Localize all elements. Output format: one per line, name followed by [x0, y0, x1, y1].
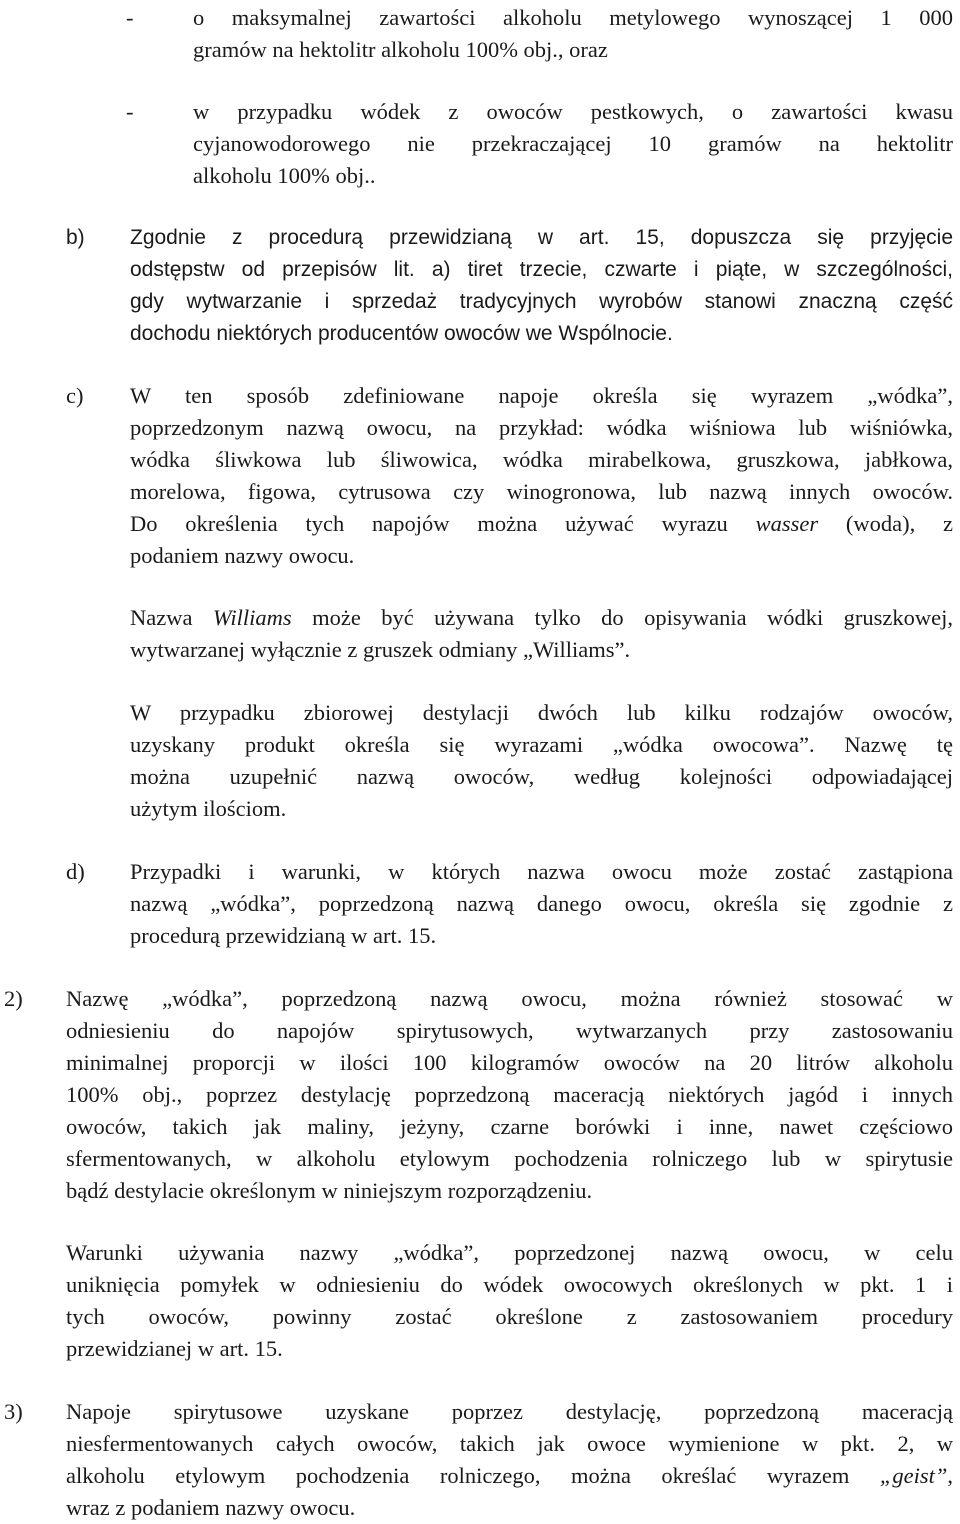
text-span: alkoholu etylowym pochodzenia rolniczego, można określać wyrazem	[66, 1463, 850, 1488]
text-line: wraz z podaniem nazwy owocu.	[66, 1495, 356, 1520]
dash-marker: -	[126, 99, 134, 124]
dash-marker: -	[126, 5, 134, 30]
text-line: nazwą „wódka”, poprzedzoną nazwą danego owocu, określa się zgodnie z	[130, 891, 953, 916]
text-line: w przypadku wódek z owoców pestkowych, o zawartości kwasu	[193, 99, 953, 124]
text-span: Do określenia tych napojów można używać wyrazu	[130, 511, 728, 536]
item-marker: b)	[66, 226, 85, 249]
text-line-williams	[130, 602, 953, 634]
text-line: uzyskany produkt określa się wyrazami „wódka owocowa”. Nazwę tę	[130, 732, 953, 757]
text-line: morelowa, figowa, cytrusowa czy winogronowa, lub nazwą innych owoców.	[130, 479, 953, 504]
text-line-geist	[66, 1460, 953, 1492]
text-span: może być używana tylko do opisywania wódki gruszkowej,	[312, 605, 953, 630]
text-line: gdy wytwarzanie i sprzedaż tradycyjnych wyrobów stanowi znaczną część	[130, 290, 953, 313]
text-span: Nazwa	[130, 605, 193, 630]
text-line: gramów na hektolitr alkoholu 100% obj., oraz	[193, 37, 608, 62]
item-marker: d)	[66, 859, 85, 884]
text-span: ,	[947, 1463, 953, 1488]
text-line: wódka śliwkowa lub śliwowica, wódka mirabelkowa, gruszkowa, jabłkowa,	[130, 447, 953, 472]
italic-term: wasser	[755, 511, 819, 536]
text-line: alkoholu 100% obj..	[193, 163, 376, 188]
text-line: podaniem nazwy owocu.	[130, 543, 355, 568]
italic-term: „geist”	[879, 1463, 948, 1488]
text-line: procedurą przewidzianą w art. 15.	[130, 923, 437, 948]
item-marker: 3)	[4, 1399, 23, 1424]
text-line: o maksymalnej zawartości alkoholu metylowego wynoszącej 1 000	[193, 5, 953, 30]
text-line: dochodu niektórych producentów owoców we Wspólnocie.	[130, 322, 673, 345]
text-span: (woda), z	[845, 511, 953, 536]
text-line: Napoje spirytusowe uzyskane poprzez destylację, poprzedzoną maceracją	[66, 1399, 953, 1424]
text-line: odniesieniu do napojów spirytusowych, wytwarzanych przy zastosowaniu	[66, 1018, 953, 1043]
text-line: odstępstw od przepisów lit. a) tiret trzecie, czwarte i piąte, w szczególności,	[130, 258, 953, 281]
text-line: tych owoców, powinny zostać określone z zastosowaniem procedury	[66, 1304, 953, 1329]
text-line: uniknięcia pomyłek w odniesieniu do wódek owocowych określonych w pkt. 1 i	[66, 1272, 953, 1297]
text-line: minimalnej proporcji w ilości 100 kilogramów owoców na 20 litrów alkoholu	[66, 1050, 953, 1075]
text-line: W ten sposób zdefiniowane napoje określa się wyrazem „wódka”,	[130, 383, 953, 408]
text-line: bądź destylacie określonym w niniejszym rozporządzeniu.	[66, 1178, 593, 1203]
text-line-wasser	[130, 508, 953, 540]
text-line: Nazwę „wódka”, poprzedzoną nazwą owocu, można również stosować w	[66, 986, 953, 1011]
text-line: użytym ilościom.	[130, 796, 287, 821]
text-line: owoców, takich jak maliny, jeżyny, czarne borówki i inne, nawet częściowo	[66, 1114, 953, 1139]
text-line: 100% obj., poprzez destylację poprzedzoną maceracją niektórych jagód i innych	[66, 1082, 953, 1107]
text-line: Przypadki i warunki, w których nazwa owocu może zostać zastąpiona	[130, 859, 953, 884]
item-marker: c)	[66, 383, 84, 408]
item-marker: 2)	[4, 986, 23, 1011]
text-line: przewidzianej w art. 15.	[66, 1336, 283, 1361]
text-line: sfermentowanych, w alkoholu etylowym pochodzenia rolniczego lub w spirytusie	[66, 1146, 953, 1171]
text-line: poprzedzonym nazwą owocu, na przykład: wódka wiśniowa lub wiśniówka,	[130, 415, 953, 440]
text-line: wytwarzanej wyłącznie z gruszek odmiany „Williams”.	[130, 637, 631, 662]
text-line: można uzupełnić nazwą owoców, według kolejności odpowiadającej	[130, 764, 953, 789]
text-line: Zgodnie z procedurą przewidzianą w art. 15, dopuszcza się przyjęcie	[130, 226, 953, 249]
text-line: W przypadku zbiorowej destylacji dwóch lub kilku rodzajów owoców,	[130, 700, 953, 725]
text-line: cyjanowodorowego nie przekraczającej 10 gramów na hektolitr	[193, 131, 953, 156]
text-line: Warunki używania nazwy „wódka”, poprzedzonej nazwą owocu, w celu	[66, 1240, 953, 1265]
text-line: niesfermentowanych całych owoców, takich jak owoce wymienione w pkt. 2, w	[66, 1431, 953, 1456]
italic-term: Williams	[212, 605, 292, 630]
